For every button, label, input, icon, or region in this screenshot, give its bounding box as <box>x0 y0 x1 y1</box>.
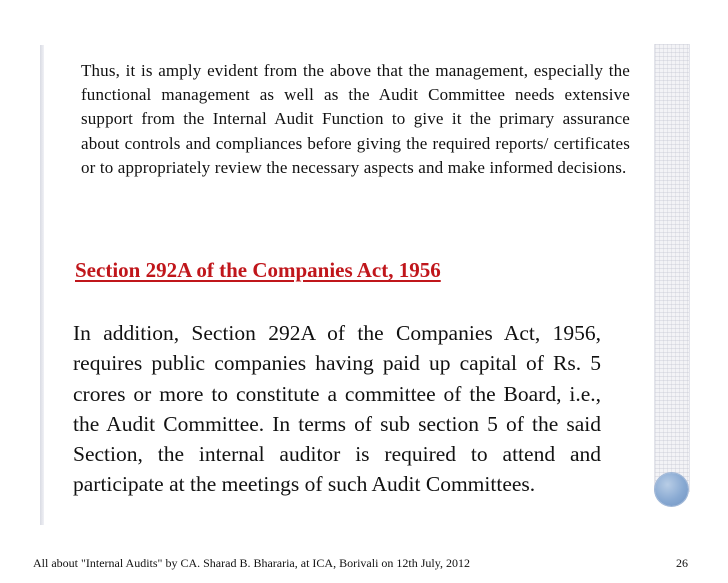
section-paragraph: In addition, Section 292A of the Companies Act, 1956, requires public companies having paid up capital of Rs. 5 crores or more to constitute a committee of the Board, i.e., the Audit Committee. In terms of sub section 5 of the said Section, the internal auditor is required to attend and participate at the meetings of such Audit Committees. <box>73 321 601 497</box>
section-heading: Section 292A of the Companies Act, 1956 <box>75 258 441 282</box>
right-decorative-band <box>654 44 690 492</box>
intro-paragraph: Thus, it is amply evident from the above that the management, especially the functional management as well as the Audit Committee needs extensive support from the Internal Audit Function to give it the primary assurance about controls and compliances before giving the required reports/ certificates or to appropriately review the necessary aspects and make informed decisions. <box>81 61 630 177</box>
left-decorative-rule <box>40 45 44 525</box>
page-number: 26 <box>676 556 688 570</box>
decorative-circle <box>655 473 688 506</box>
footer-caption: All about "Internal Audits" by CA. Sharad B. Bhararia, at ICA, Borivali on 12th July, 2012 <box>33 556 470 570</box>
